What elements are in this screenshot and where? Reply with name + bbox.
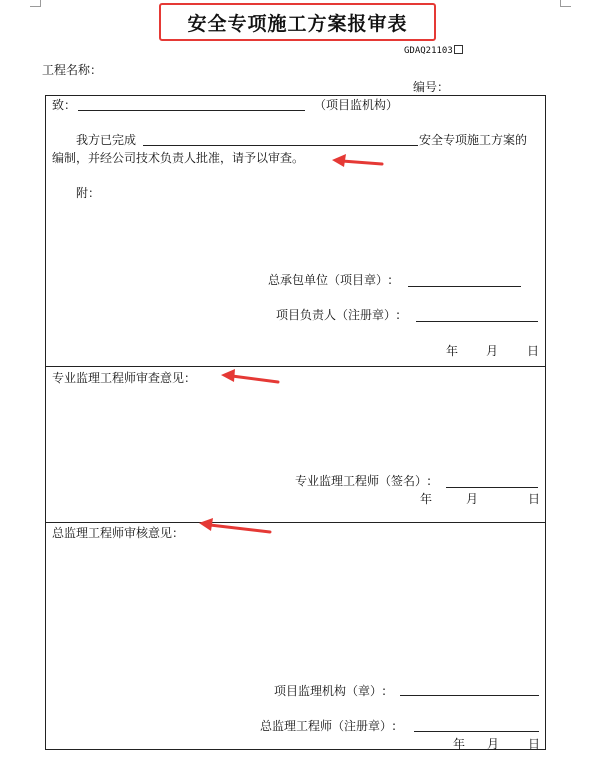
approval-text: 编制，并经公司技术负责人批准，请予以审查。	[52, 151, 305, 165]
chief-engineer-label: 总监理工程师（注册章）:	[260, 719, 397, 733]
to-suffix: （项目监机构）	[314, 98, 399, 112]
form-code-text: GDAQ21103	[404, 46, 453, 56]
date-month: 月	[486, 344, 499, 358]
annotation-arrow	[330, 153, 390, 171]
date-day: 日	[528, 492, 541, 506]
to-label: 致：	[52, 98, 77, 112]
checkbox-icon	[454, 45, 463, 54]
title-highlight-box	[159, 3, 436, 41]
scheme-name-field[interactable]	[143, 145, 418, 146]
attachment-label: 附：	[76, 186, 101, 200]
engineer-signature-label: 专业监理工程师（签名）:	[295, 474, 432, 488]
supervisor-org-field[interactable]	[78, 110, 305, 111]
agency-label: 项目监理机构（章）:	[274, 684, 387, 698]
annotation-arrow	[196, 518, 274, 536]
annotation-arrow	[218, 369, 282, 387]
engineer-signature-field[interactable]	[446, 487, 538, 488]
section-divider	[45, 366, 546, 367]
engineer-review-heading: 专业监理工程师审查意见：	[52, 371, 197, 385]
agency-field[interactable]	[400, 695, 539, 696]
page-corner-mark	[560, 0, 571, 7]
section-divider	[45, 522, 546, 523]
number-label: 编号：	[413, 80, 450, 94]
completed-suffix: 安全专项施工方案的	[419, 133, 528, 147]
form-code	[404, 45, 463, 56]
project-name-label: 工程名称：	[42, 63, 103, 77]
chief-review-heading: 总监理工程师审核意见：	[52, 526, 185, 540]
contractor-field[interactable]	[408, 286, 521, 287]
page-corner-mark	[30, 0, 41, 7]
form-title: 安全专项施工方案报审表	[187, 12, 408, 35]
date-year: 年	[446, 344, 459, 358]
date-day: 日	[527, 344, 540, 358]
completed-prefix: 我方已完成	[76, 133, 137, 147]
date-month: 月	[466, 492, 479, 506]
date-month: 月	[487, 737, 500, 751]
date-year: 年	[453, 737, 466, 751]
date-year: 年	[420, 492, 433, 506]
manager-label: 项目负责人（注册章）:	[276, 308, 401, 322]
chief-engineer-field[interactable]	[414, 731, 539, 732]
manager-field[interactable]	[416, 321, 538, 322]
form-table	[45, 95, 546, 750]
date-day: 日	[528, 737, 541, 751]
contractor-label: 总承包单位（项目章）:	[268, 273, 393, 287]
